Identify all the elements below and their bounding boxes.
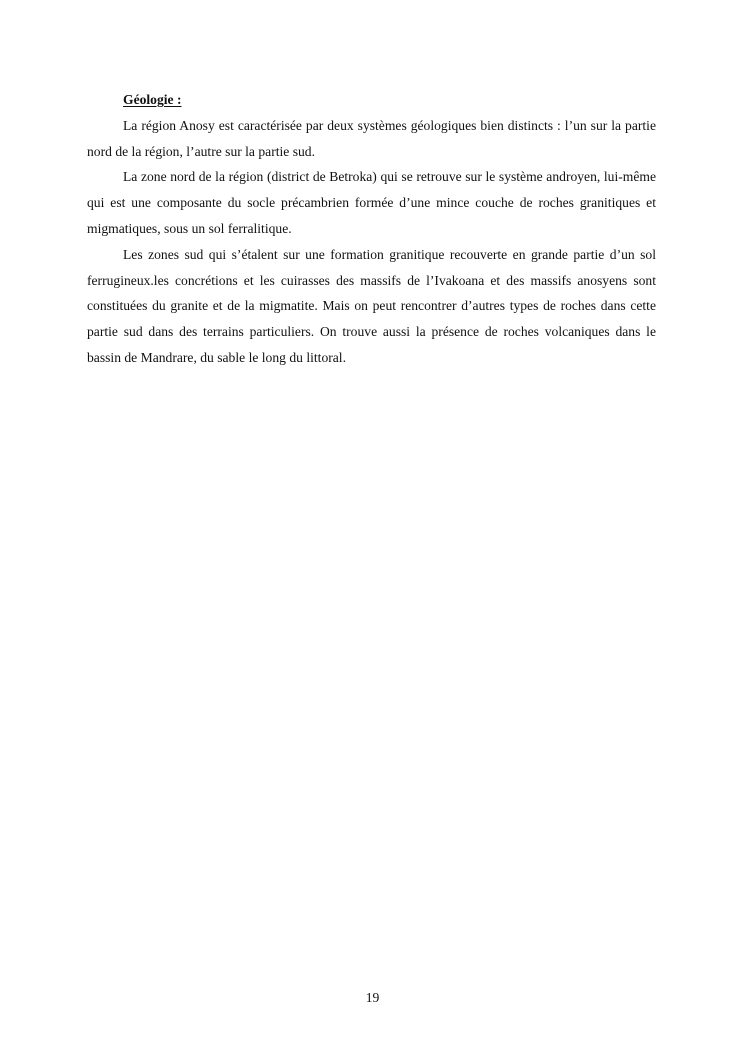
page-number: 19 — [365, 990, 380, 1005]
paragraph-south-zone: Les zones sud qui s’étalent sur une formation granitique recouverte en grande partie d’un sol ferrugineux.les concrétions et les cuirasses des massifs de l’Ivakoana et des massifs anosyens sont constituées du granite et de la migmatite. Mais on peut rencontrer d’autres types de roches dans cette partie sud dans des terrains particuliers. On trouve aussi la présence de roches volcaniques dans le bassin de Mandrare, du sable le long du littoral. — [87, 246, 656, 365]
document-body — [87, 87, 656, 371]
paragraph-intro: La région Anosy est caractérisée par deux systèmes géologiques bien distincts : l’un sur la partie nord de la région, l’autre sur la partie sud. — [87, 117, 656, 159]
section-heading: Géologie : — [123, 92, 182, 107]
paragraph-north-zone: La zone nord de la région (district de Betroka) qui se retrouve sur le système androyen, lui-même qui est une composante du socle précambrien formée d’une mince couche de roches granitiques et migmatiques, sous un sol ferralitique. — [87, 169, 656, 236]
